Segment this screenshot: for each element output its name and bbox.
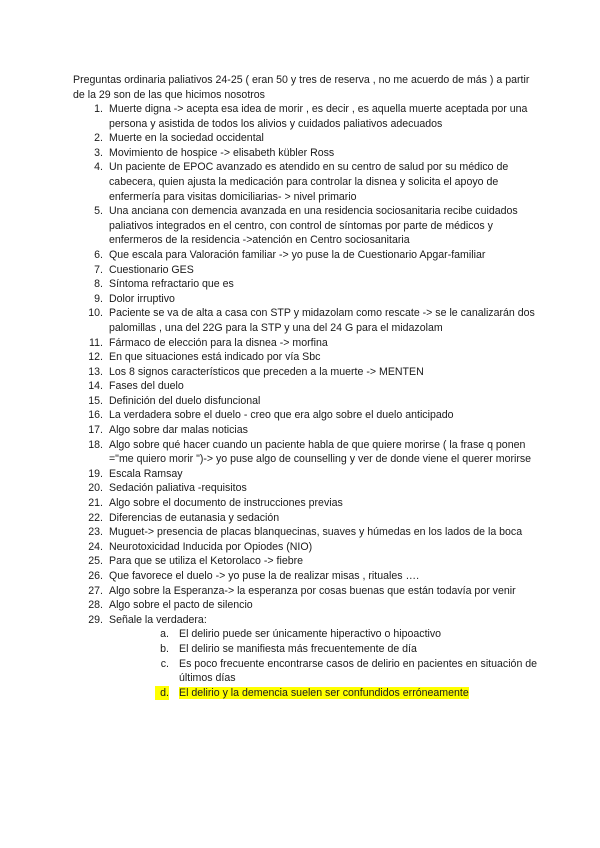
- list-item: [73, 277, 545, 292]
- list-item: [73, 467, 545, 482]
- list-item: [73, 438, 545, 467]
- item-number: 28.: [88, 599, 103, 612]
- list-item: [73, 569, 545, 584]
- item-text: Algo sobre el pacto de silencio: [109, 599, 253, 612]
- item-number: 23.: [88, 526, 103, 539]
- option-letter: b.: [160, 642, 169, 655]
- list-item: [73, 511, 545, 526]
- item-number: 19.: [88, 467, 103, 480]
- list-item: [73, 481, 545, 496]
- list-item: [73, 540, 545, 555]
- list-item: [73, 584, 545, 599]
- item-text: Neurotoxicidad Inducida por Opiodes (NIO): [109, 540, 313, 553]
- item-text: Algo sobre qué hacer cuando un paciente habla de que quiere morirse ( la frase q ponen ="me quiero morir ")-> yo puse algo de counselling y ver de donde viene el querer morirse: [109, 438, 532, 466]
- item-number: 20.: [88, 482, 103, 495]
- intro-paragraph: Preguntas ordinaria paliativos 24-25 ( eran 50 y tres de reserva , no me acuerdo de más ) a partir de la 29 son de las que hicimos nosotros: [73, 74, 530, 101]
- list-item: [73, 204, 545, 248]
- item-number: 14.: [88, 380, 103, 393]
- list-item: [73, 248, 545, 263]
- item-text: Algo sobre dar malas noticias: [109, 424, 248, 437]
- item-number: 5.: [94, 205, 103, 218]
- item-number: 12.: [88, 351, 103, 364]
- list-item: [73, 525, 545, 540]
- item-text: Que escala para Valoración familiar -> yo puse la de Cuestionario Apgar-familiar: [109, 248, 486, 261]
- item-number: 16.: [88, 409, 103, 422]
- item-text: Muerte en la sociedad occidental: [109, 132, 264, 145]
- option-text: El delirio y la demencia suelen ser confundidos erróneamente: [179, 686, 469, 699]
- item-text: Síntoma refractario que es: [109, 278, 234, 291]
- list-item: [73, 365, 545, 380]
- list-item: [73, 306, 545, 335]
- list-item: [73, 554, 545, 569]
- list-item: [73, 613, 545, 701]
- item-text: Los 8 signos característicos que preceden a la muerte -> MENTEN: [109, 365, 424, 378]
- list-item: [73, 292, 545, 307]
- list-item: [73, 379, 545, 394]
- list-item: [73, 336, 545, 351]
- list-item: [73, 408, 545, 423]
- item-text: Para que se utiliza el Ketorolaco -> fiebre: [109, 555, 304, 568]
- item-number: 15.: [88, 394, 103, 407]
- answer-options: [109, 627, 545, 700]
- item-text: Señale la verdadera:: [109, 613, 207, 626]
- item-text: Fármaco de elección para la disnea -> morfina: [109, 336, 328, 349]
- list-item: [73, 350, 545, 365]
- item-text: Una anciana con demencia avanzada en una residencia sociosanitaria recibe cuidados paliativos integrados en el centro, con control de síntomas por parte de médicos y enfermeros de la residencia ->atención en Centro sociosanitaria: [109, 205, 518, 247]
- list-item: [73, 496, 545, 511]
- item-number: 9.: [94, 292, 103, 305]
- item-text: Diferencias de eutanasia y sedación: [109, 511, 280, 524]
- item-number: 10.: [88, 307, 103, 320]
- item-text: Muguet-> presencia de placas blanquecinas, suaves y húmedas en los lados de la boca: [109, 526, 523, 539]
- item-number: 29.: [88, 613, 103, 626]
- item-text: Algo sobre la Esperanza-> la esperanza por cosas buenas que están todavía por venir: [109, 584, 516, 597]
- option-text: Es poco frecuente encontrarse casos de delirio en pacientes en situación de últimos días: [179, 657, 538, 685]
- item-number: 4.: [94, 161, 103, 174]
- item-number: 2.: [94, 132, 103, 145]
- answer-option: [109, 657, 545, 686]
- item-text: Sedación paliativa -requisitos: [109, 482, 247, 495]
- item-text: Definición del duelo disfuncional: [109, 394, 261, 407]
- item-number: 24.: [88, 540, 103, 553]
- item-text: Cuestionario GES: [109, 263, 194, 276]
- list-item: [73, 131, 545, 146]
- question-list: [73, 102, 545, 700]
- list-item: [73, 102, 545, 131]
- item-number: 6.: [94, 248, 103, 261]
- item-number: 18.: [88, 438, 103, 451]
- item-text: Algo sobre el documento de instrucciones previas: [109, 497, 343, 510]
- list-item: [73, 598, 545, 613]
- item-number: 25.: [88, 555, 103, 568]
- item-text: Que favorece el duelo -> yo puse la de realizar misas , rituales ….: [109, 570, 420, 582]
- list-item: [73, 263, 545, 278]
- answer-option: [109, 642, 545, 657]
- item-text: En que situaciones está indicado por vía Sbc: [109, 351, 321, 364]
- item-number: 22.: [88, 511, 103, 524]
- item-number: 11.: [89, 336, 103, 349]
- item-number: 26.: [88, 570, 103, 582]
- list-item: [73, 394, 545, 409]
- answer-option-highlighted: [109, 686, 545, 701]
- item-number: 13.: [88, 365, 103, 378]
- item-text: Muerte digna -> acepta esa idea de morir , es decir , es aquella muerte aceptada por una persona y asistida de todos los alivios y cuidados paliativos adecuados: [109, 103, 528, 130]
- option-letter: d.: [155, 686, 169, 701]
- item-number: 1.: [94, 103, 103, 115]
- answer-option: [109, 627, 545, 642]
- item-text: Dolor irruptivo: [109, 292, 175, 305]
- item-number: 8.: [94, 278, 103, 291]
- item-number: 7.: [94, 263, 103, 276]
- list-item: [73, 146, 545, 161]
- item-text: Movimiento de hospice -> elisabeth kübler Ross: [109, 146, 335, 159]
- item-text: La verdadera sobre el duelo - creo que era algo sobre el duelo anticipado: [109, 409, 454, 422]
- option-text: El delirio puede ser únicamente hiperactivo o hipoactivo: [179, 628, 442, 641]
- item-text: Fases del duelo: [109, 380, 184, 393]
- option-letter: a.: [160, 628, 169, 641]
- item-text: Un paciente de EPOC avanzado es atendido en su centro de salud por su médico de cabecera, quien ajusta la medicación para controlar la disnea y solicita el apoyo de enfermería para visitas domiciliarias- > nivel primario: [109, 161, 509, 203]
- item-number: 21.: [88, 497, 103, 510]
- item-text: Escala Ramsay: [109, 467, 183, 480]
- item-number: 27.: [88, 584, 103, 597]
- item-text: Paciente se va de alta a casa con STP y midazolam como rescate -> se le canalizarán dos palomillas , una del 22G para la STP y una del 24 G para el midazolam: [109, 307, 535, 334]
- list-item: [73, 423, 545, 438]
- item-number: 17.: [88, 424, 103, 437]
- item-number: 3.: [94, 146, 103, 159]
- option-letter: c.: [160, 657, 169, 670]
- list-item: [73, 160, 545, 204]
- option-text: El delirio se manifiesta más frecuentemente de día: [179, 642, 417, 655]
